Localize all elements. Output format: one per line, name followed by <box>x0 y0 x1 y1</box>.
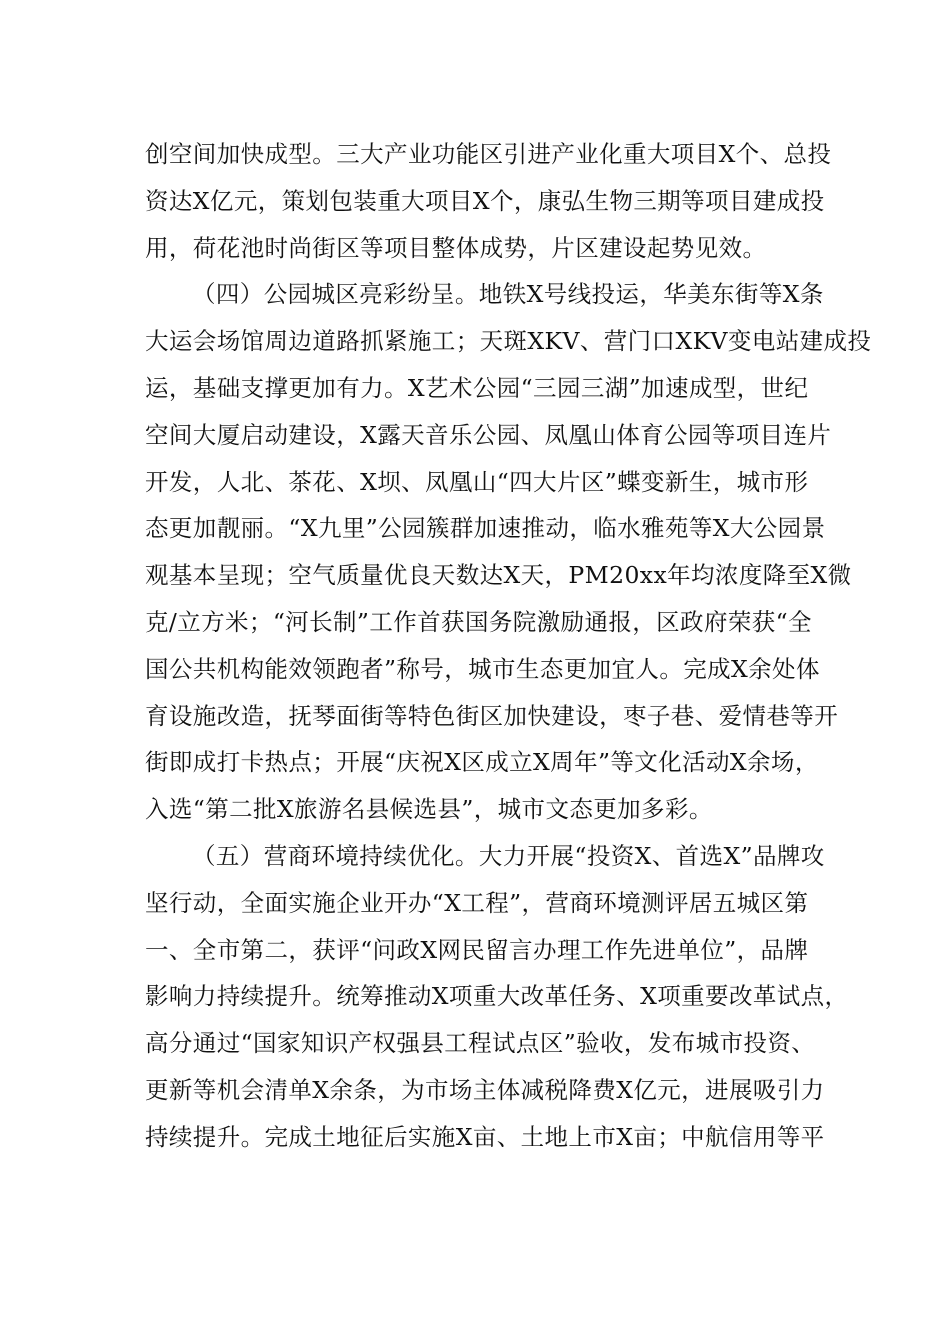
paragraph-first-line: （五）营商环境持续优化。大力开展“投资X、首选X”品牌攻 <box>192 841 825 870</box>
text-line: 资达X亿元，策划包装重大项目X个，康弘生物三期等项目建成投 <box>145 186 825 215</box>
text-line: 态更加靓丽。“X九里”公园簇群加速推动，临水雅苑等X大公园景 <box>145 514 826 543</box>
text-line: 高分通过“国家知识产权强县工程试点区”验收，发布城市投资、 <box>145 1029 816 1058</box>
text-line: 大运会场馆周边道路抓紧施工；天斑XKV、营门口XKV变电站建成投 <box>145 327 872 356</box>
text-line: 运，基础支撑更加有力。X艺术公园“三园三湖”加速成型，世纪 <box>145 373 809 402</box>
text-line: 国公共机构能效领跑者”称号，城市生态更加宜人。完成X余处体 <box>145 654 820 683</box>
text-line: 空间大厦启动建设，X露天音乐公园、凤凰山体育公园等项目连片 <box>145 420 832 449</box>
text-line: 用，荷花池时尚街区等项目整体成势，片区建设起势见效。 <box>145 233 767 262</box>
text-line: 开发，人北、茶花、X坝、凤凰山“四大片区”蝶变新生，城市形 <box>145 467 809 496</box>
text-line: 街即成打卡热点；开展“庆祝X区成立X周年”等文化活动X余场， <box>145 748 819 777</box>
text-line: 持续提升。完成土地征后实施X亩、土地上市X亩；中航信用等平 <box>145 1122 825 1151</box>
text-line: 观基本呈现；空气质量优良天数达X天，PM20xx年均浓度降至X微 <box>145 561 852 590</box>
text-line: 一、全市第二，获评“问政X网民留言办理工作先进单位”，品牌 <box>145 935 809 964</box>
text-line: 更新等机会清单X余条，为市场主体减税降费X亿元，进展吸引力 <box>145 1075 825 1104</box>
text-line: 坚行动，全面实施企业开办“X工程”，营商环境测评居五城区第 <box>145 888 809 917</box>
body-text <box>145 131 872 1161</box>
text-line: 克/立方米；“河长制”工作首获国务院激励通报，区政府荣获“全 <box>145 607 812 636</box>
text-line: 入选“第二批X旅游名县候选县”，城市文态更加多彩。 <box>145 795 713 824</box>
text-line: 创空间加快成型。三大产业功能区引进产业化重大项目X个、总投 <box>145 140 832 168</box>
paragraph-first-line: （四）公园城区亮彩纷呈。地铁X号线投运，华美东街等X条 <box>192 280 824 309</box>
text-line: 育设施改造，抚琴面街等特色街区加快建设，枣子巷、爱情巷等开 <box>145 701 839 730</box>
text-line: 影响力持续提升。统筹推动X项重大改革任务、X项重要改革试点， <box>145 982 849 1011</box>
